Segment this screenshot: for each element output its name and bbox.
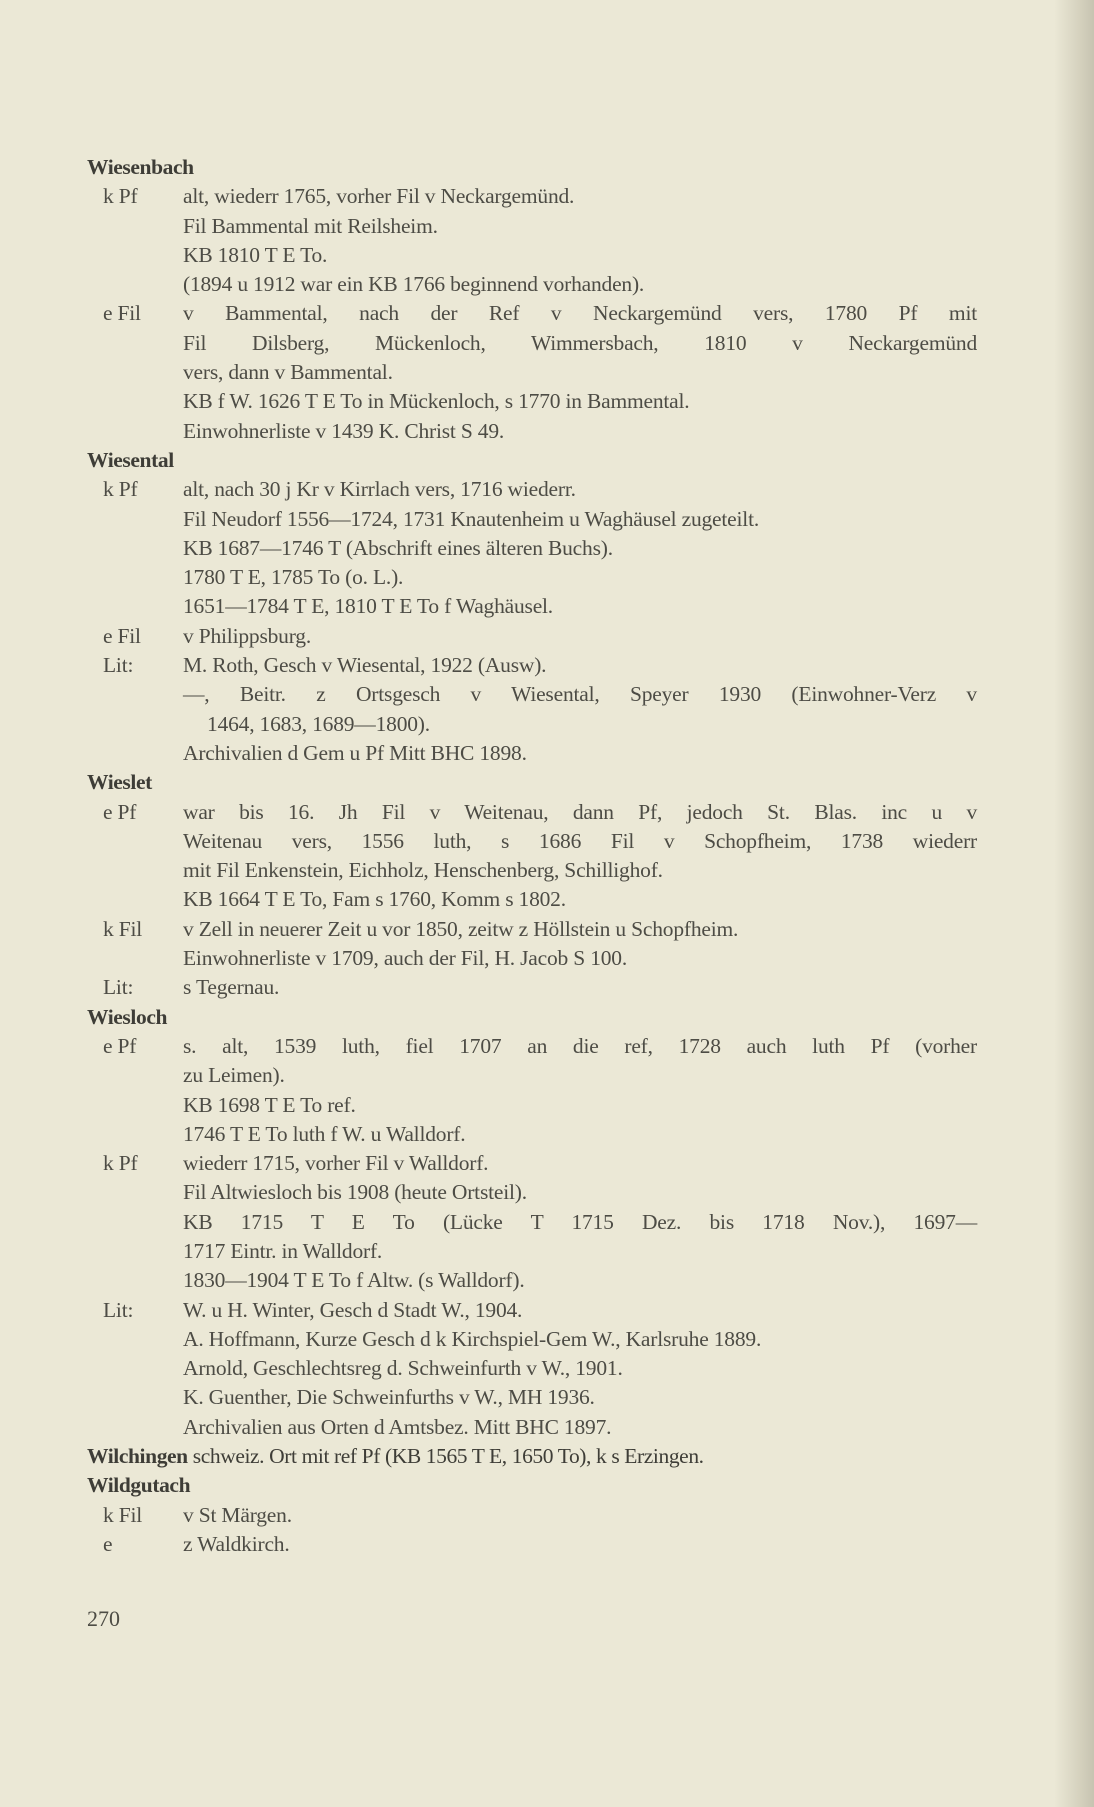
paragraph <box>183 563 977 592</box>
paragraph <box>183 505 977 534</box>
paragraph <box>183 387 977 416</box>
entry-section <box>87 182 977 299</box>
entry-section <box>87 1530 977 1559</box>
text-line: KB 1698 T E To ref. <box>183 1092 356 1117</box>
text-line: 1780 T E, 1785 To (o. L.). <box>183 565 404 590</box>
text-line: KB 1687—1746 T (Abschrift eines älteren Buchs). <box>183 535 613 560</box>
section-body <box>183 973 977 1002</box>
section-body <box>183 182 977 299</box>
text-line: Fil Altwiesloch bis 1908 (heute Ortsteil). <box>183 1180 527 1205</box>
section-label: e Pf <box>103 1033 137 1058</box>
paragraph <box>183 1354 977 1383</box>
entry-section <box>87 299 977 445</box>
place-entry <box>87 1471 977 1559</box>
text-line: Fil Dilsberg, Mückenloch, Wimmersbach, 1810 v Neckargemünd <box>183 330 977 355</box>
text-line: 1746 T E To luth f W. u Walldorf. <box>183 1121 466 1146</box>
section-label: k Fil <box>103 1502 143 1527</box>
section-label: k Fil <box>103 916 143 941</box>
section-label: e <box>103 1531 113 1556</box>
paragraph <box>183 680 977 739</box>
text-line: alt, wiederr 1765, vorher Fil v Neckargemünd. <box>183 184 575 209</box>
section-label: e Pf <box>103 799 137 824</box>
entry-section <box>87 1501 977 1530</box>
section-body <box>183 915 977 974</box>
paragraph <box>183 798 977 886</box>
section-body <box>183 299 977 445</box>
place-name: Wiesloch <box>87 1004 168 1029</box>
place-heading <box>87 1471 977 1500</box>
page-number: 270 <box>87 1606 120 1631</box>
text-line: KB f W. 1626 T E To in Mückenloch, s 1770 in Bammental. <box>183 389 690 414</box>
text-line: v Zell in neuerer Zeit u vor 1850, zeitw z Höllstein u Schopfheim. <box>183 916 739 941</box>
place-description: schweiz. Ort mit ref Pf (KB 1565 T E, 1650 To), k s Erzingen. <box>192 1444 704 1469</box>
place-entry <box>87 1442 977 1471</box>
text-line: vers, dann v Bammental. <box>183 360 393 385</box>
text-line: v St Märgen. <box>183 1502 292 1527</box>
section-body <box>183 1032 977 1149</box>
entry-section <box>87 915 977 974</box>
place-heading <box>87 153 977 182</box>
place-name: Wilchingen <box>87 1444 188 1469</box>
gazetteer-entries <box>87 153 977 1559</box>
text-line: s Tegernau. <box>183 975 280 1000</box>
paragraph <box>183 885 977 914</box>
place-entry <box>87 1003 977 1442</box>
text-line: 1651—1784 T E, 1810 T E To f Waghäusel. <box>183 594 553 619</box>
text-line: KB 1715 T E To (Lücke T 1715 Dez. bis 1718 Nov.), 1697— <box>183 1209 977 1234</box>
paragraph <box>183 1530 977 1559</box>
paragraph <box>183 944 977 973</box>
section-label: k Pf <box>103 184 138 209</box>
paragraph <box>183 739 977 768</box>
section-label: k Pf <box>103 1151 138 1176</box>
text-line: Fil Bammental mit Reilsheim. <box>183 213 438 238</box>
place-name: Wiesenbach <box>87 155 194 179</box>
text-line: A. Hoffmann, Kurze Gesch d k Kirchspiel-Gem W., Karlsruhe 1889. <box>183 1326 762 1351</box>
entry-section <box>87 1032 977 1149</box>
paragraph <box>183 475 977 504</box>
text-line: z Waldkirch. <box>183 1531 290 1556</box>
text-line: W. u H. Winter, Gesch d Stadt W., 1904. <box>183 1297 523 1322</box>
entry-section <box>87 622 977 651</box>
paragraph <box>183 651 977 680</box>
text-line: mit Fil Enkenstein, Eichholz, Henschenberg, Schillighof. <box>183 858 663 883</box>
text-line: M. Roth, Gesch v Wiesental, 1922 (Ausw). <box>183 653 547 678</box>
paragraph <box>183 182 977 211</box>
paragraph <box>183 1266 977 1295</box>
place-heading <box>87 1003 977 1032</box>
paragraph <box>183 1120 977 1149</box>
paragraph <box>183 299 977 387</box>
section-label: e Fil <box>103 623 141 648</box>
paragraph <box>183 973 977 1002</box>
entry-section <box>87 1296 977 1442</box>
paragraph <box>183 241 977 270</box>
entry-section <box>87 1149 977 1295</box>
text-line: Archivalien d Gem u Pf Mitt BHC 1898. <box>183 740 527 765</box>
entry-section <box>87 973 977 1002</box>
paragraph <box>183 1032 977 1091</box>
paragraph <box>183 592 977 621</box>
section-body <box>183 1530 977 1559</box>
section-label: Lit: <box>103 975 134 1000</box>
section-body <box>183 651 977 768</box>
paragraph <box>183 1178 977 1207</box>
paragraph <box>183 534 977 563</box>
section-body <box>183 798 977 915</box>
section-body <box>183 1296 977 1442</box>
place-heading <box>87 768 977 797</box>
section-body <box>183 475 977 621</box>
text-line: 1717 Eintr. in Walldorf. <box>183 1238 383 1263</box>
paragraph <box>183 1091 977 1120</box>
section-label: Lit: <box>103 653 134 678</box>
text-line: KB 1664 T E To, Fam s 1760, Komm s 1802. <box>183 887 566 912</box>
text-line: KB 1810 T E To. <box>183 242 328 267</box>
text-line: s. alt, 1539 luth, fiel 1707 an die ref, 1728 auch luth Pf (vorher <box>183 1033 977 1058</box>
paragraph <box>183 417 977 446</box>
place-heading <box>87 446 977 475</box>
section-body <box>183 1149 977 1295</box>
paragraph <box>183 270 977 299</box>
place-entry <box>87 446 977 768</box>
paragraph <box>183 915 977 944</box>
place-heading <box>87 1442 977 1471</box>
place-name: Wieslet <box>87 770 152 795</box>
text-line: wiederr 1715, vorher Fil v Walldorf. <box>183 1151 489 1176</box>
page-edge-shadow <box>1054 0 1094 1807</box>
text-line: Arnold, Geschlechtsreg d. Schweinfurth v W., 1901. <box>183 1356 623 1381</box>
text-line: —, Beitr. z Ortsgesch v Wiesental, Speyer 1930 (Einwohner-Verz v <box>183 682 977 707</box>
entry-section <box>87 651 977 768</box>
paragraph <box>183 622 977 651</box>
text-line: v Philippsburg. <box>183 623 312 648</box>
section-label: Lit: <box>103 1297 134 1322</box>
text-line: K. Guenther, Die Schweinfurths v W., MH 1936. <box>183 1385 595 1410</box>
text-line: v Bammental, nach der Ref v Neckargemünd vers, 1780 Pf mit <box>183 301 977 326</box>
text-line: Einwohnerliste v 1439 K. Christ S 49. <box>183 418 505 443</box>
entry-section <box>87 798 977 915</box>
paragraph <box>183 1296 977 1325</box>
text-line: alt, nach 30 j Kr v Kirrlach vers, 1716 wiederr. <box>183 477 576 502</box>
section-body <box>183 1501 977 1530</box>
text-line: Einwohnerliste v 1709, auch der Fil, H. Jacob S 100. <box>183 946 628 971</box>
place-entry <box>87 768 977 1002</box>
paragraph <box>183 1208 977 1267</box>
text-line: Fil Neudorf 1556—1724, 1731 Knautenheim u Waghäusel zugeteilt. <box>183 506 760 531</box>
text-line: 1830—1904 T E To f Altw. (s Walldorf). <box>183 1268 525 1293</box>
paragraph <box>183 1325 977 1354</box>
place-name: Wildgutach <box>87 1473 191 1498</box>
place-entry <box>87 153 977 446</box>
entry-section <box>87 475 977 621</box>
paragraph <box>183 212 977 241</box>
text-line: 1464, 1683, 1689—1800). <box>207 711 430 736</box>
section-label: k Pf <box>103 477 138 502</box>
text-line: zu Leimen). <box>183 1063 285 1088</box>
paragraph <box>183 1383 977 1412</box>
text-line: war bis 16. Jh Fil v Weitenau, dann Pf, jedoch St. Blas. inc u v <box>183 799 977 824</box>
text-line: Archivalien aus Orten d Amtsbez. Mitt BHC 1897. <box>183 1414 612 1439</box>
paragraph <box>183 1501 977 1530</box>
paragraph <box>183 1413 977 1442</box>
place-name: Wiesental <box>87 447 174 472</box>
section-body <box>183 622 977 651</box>
paragraph <box>183 1149 977 1178</box>
text-line: Weitenau vers, 1556 luth, s 1686 Fil v Schopfheim, 1738 wiederr <box>183 828 977 853</box>
section-label: e Fil <box>103 301 141 326</box>
text-line: (1894 u 1912 war ein KB 1766 beginnend vorhanden). <box>183 272 645 297</box>
